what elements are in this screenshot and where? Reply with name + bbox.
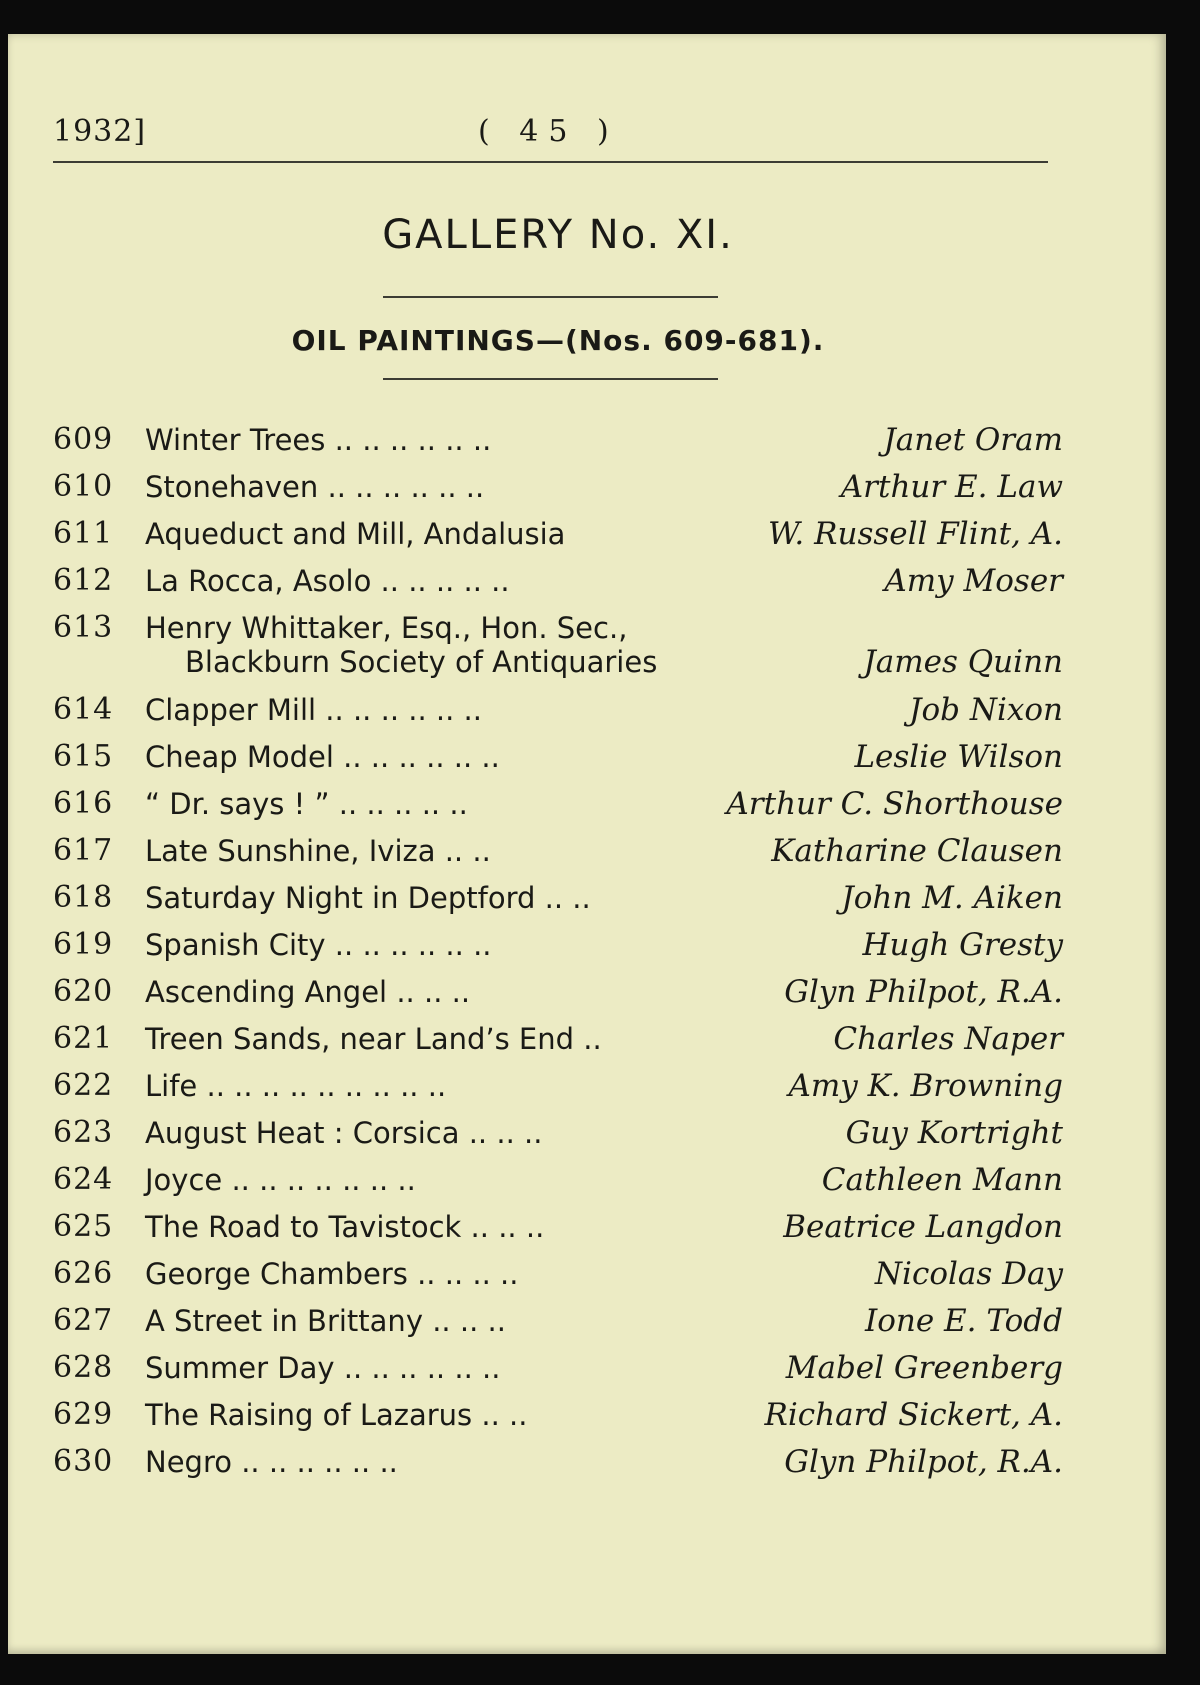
- list-item: [53, 604, 1063, 686]
- entry-title: Winter Trees .. .. .. .. .. ..: [145, 423, 492, 457]
- entry-number: 622: [53, 1068, 114, 1103]
- entry-artist: W. Russell Flint, A.: [767, 516, 1063, 552]
- entry-artist: Cathleen Mann: [821, 1162, 1063, 1198]
- entry-artist: Job Nixon: [909, 692, 1063, 728]
- entry-artist: Guy Kortright: [845, 1115, 1063, 1151]
- entry-title: The Road to Tavistock .. .. ..: [145, 1210, 545, 1244]
- title-rule-bottom: [383, 378, 718, 380]
- list-item: [53, 874, 1063, 921]
- list-item: [53, 1203, 1063, 1250]
- entry-number: 617: [53, 833, 114, 868]
- entry-title: Joyce .. .. .. .. .. .. ..: [145, 1163, 416, 1197]
- entry-title: Saturday Night in Deptford .. ..: [145, 881, 591, 915]
- entry-title: Summer Day .. .. .. .. .. ..: [145, 1351, 501, 1385]
- list-item: [53, 1109, 1063, 1156]
- entry-artist: Beatrice Langdon: [783, 1209, 1063, 1245]
- entry-number: 620: [53, 974, 114, 1009]
- list-item: [53, 827, 1063, 874]
- catalogue-page: [8, 34, 1166, 1654]
- list-item: [53, 686, 1063, 733]
- list-item: [53, 1062, 1063, 1109]
- entry-number: 627: [53, 1303, 114, 1338]
- list-item: [53, 1250, 1063, 1297]
- list-item: [53, 968, 1063, 1015]
- entry-number: 629: [53, 1397, 114, 1432]
- entry-title: Late Sunshine, Iviza .. ..: [145, 834, 491, 868]
- entry-number: 618: [53, 880, 114, 915]
- entry-title: Cheap Model .. .. .. .. .. ..: [145, 740, 500, 774]
- entry-title: Treen Sands, near Land’s End ..: [145, 1022, 602, 1056]
- entry-number: 619: [53, 927, 114, 962]
- entry-number: 609: [53, 422, 114, 457]
- entry-title: Ascending Angel .. .. ..: [145, 975, 471, 1009]
- entry-artist: Arthur E. Law: [840, 469, 1063, 505]
- entry-artist: Amy Moser: [884, 563, 1063, 599]
- entry-artist: Nicolas Day: [874, 1256, 1063, 1292]
- header-rule: [53, 161, 1048, 163]
- entry-title: A Street in Brittany .. .. ..: [145, 1304, 506, 1338]
- list-item: [53, 733, 1063, 780]
- entry-artist: Glyn Philpot, R.A.: [784, 974, 1063, 1010]
- entry-number: 615: [53, 739, 114, 774]
- entry-title: La Rocca, Asolo .. .. .. .. ..: [145, 564, 510, 598]
- list-item: [53, 557, 1063, 604]
- section-heading: OIL PAINTINGS—(Nos. 609-681).: [291, 324, 825, 357]
- gallery-title: GALLERY No. XI.: [382, 212, 734, 258]
- entry-artist: Janet Oram: [883, 422, 1063, 458]
- entry-number: 624: [53, 1162, 114, 1197]
- title-rule-top: [383, 296, 718, 298]
- entry-title: The Raising of Lazarus .. ..: [145, 1398, 528, 1432]
- entry-title: Aqueduct and Mill, Andalusia: [145, 517, 566, 551]
- entry-artist: James Quinn: [863, 644, 1063, 680]
- list-item: [53, 1297, 1063, 1344]
- entry-title: Henry Whittaker, Esq., Hon. Sec.,: [145, 611, 628, 645]
- list-item: [53, 1156, 1063, 1203]
- entry-title: “ Dr. says ! ” .. .. .. .. ..: [145, 787, 468, 821]
- list-item: [53, 510, 1063, 557]
- list-item: [53, 416, 1063, 463]
- entry-artist: John M. Aiken: [841, 880, 1063, 916]
- list-item: [53, 1391, 1063, 1438]
- entry-title: George Chambers .. .. .. ..: [145, 1257, 519, 1291]
- entry-number: 625: [53, 1209, 114, 1244]
- list-item: [53, 921, 1063, 968]
- page-number: ( 45 ): [478, 114, 619, 149]
- entry-artist: Mabel Greenberg: [785, 1350, 1063, 1386]
- entry-number: 614: [53, 692, 114, 727]
- list-item: [53, 1344, 1063, 1391]
- entry-number: 611: [53, 516, 114, 551]
- entry-number: 613: [53, 610, 114, 645]
- list-item: [53, 1438, 1063, 1485]
- entry-title: Life .. .. .. .. .. .. .. .. ..: [145, 1069, 447, 1103]
- entry-list: [53, 416, 1063, 1485]
- entry-artist: Glyn Philpot, R.A.: [784, 1444, 1063, 1480]
- list-item: [53, 1015, 1063, 1062]
- entry-title: Spanish City .. .. .. .. .. ..: [145, 928, 492, 962]
- entry-title: August Heat : Corsica .. .. ..: [145, 1116, 543, 1150]
- entry-artist: Katharine Clausen: [771, 833, 1063, 869]
- entry-number: 621: [53, 1021, 114, 1056]
- entry-title-line2: Blackburn Society of Antiquaries: [185, 645, 658, 679]
- entry-number: 628: [53, 1350, 114, 1385]
- list-item: [53, 463, 1063, 510]
- entry-artist: Hugh Gresty: [862, 927, 1063, 963]
- entry-artist: Ione E. Todd: [864, 1303, 1063, 1339]
- list-item: [53, 780, 1063, 827]
- entry-artist: Charles Naper: [833, 1021, 1063, 1057]
- running-head: [53, 114, 1048, 164]
- entry-number: 610: [53, 469, 114, 504]
- entry-artist: Arthur C. Shorthouse: [726, 786, 1063, 822]
- entry-artist: Leslie Wilson: [854, 739, 1063, 775]
- entry-number: 616: [53, 786, 114, 821]
- entry-number: 630: [53, 1444, 114, 1479]
- year-label: 1932]: [53, 114, 147, 149]
- entry-number: 626: [53, 1256, 114, 1291]
- entry-title: Negro .. .. .. .. .. ..: [145, 1445, 398, 1479]
- entry-number: 623: [53, 1115, 114, 1150]
- entry-title: Stonehaven .. .. .. .. .. ..: [145, 470, 485, 504]
- entry-artist: Richard Sickert, A.: [764, 1397, 1063, 1433]
- entry-number: 612: [53, 563, 114, 598]
- entry-title: Clapper Mill .. .. .. .. .. ..: [145, 693, 482, 727]
- entry-artist: Amy K. Browning: [788, 1068, 1063, 1104]
